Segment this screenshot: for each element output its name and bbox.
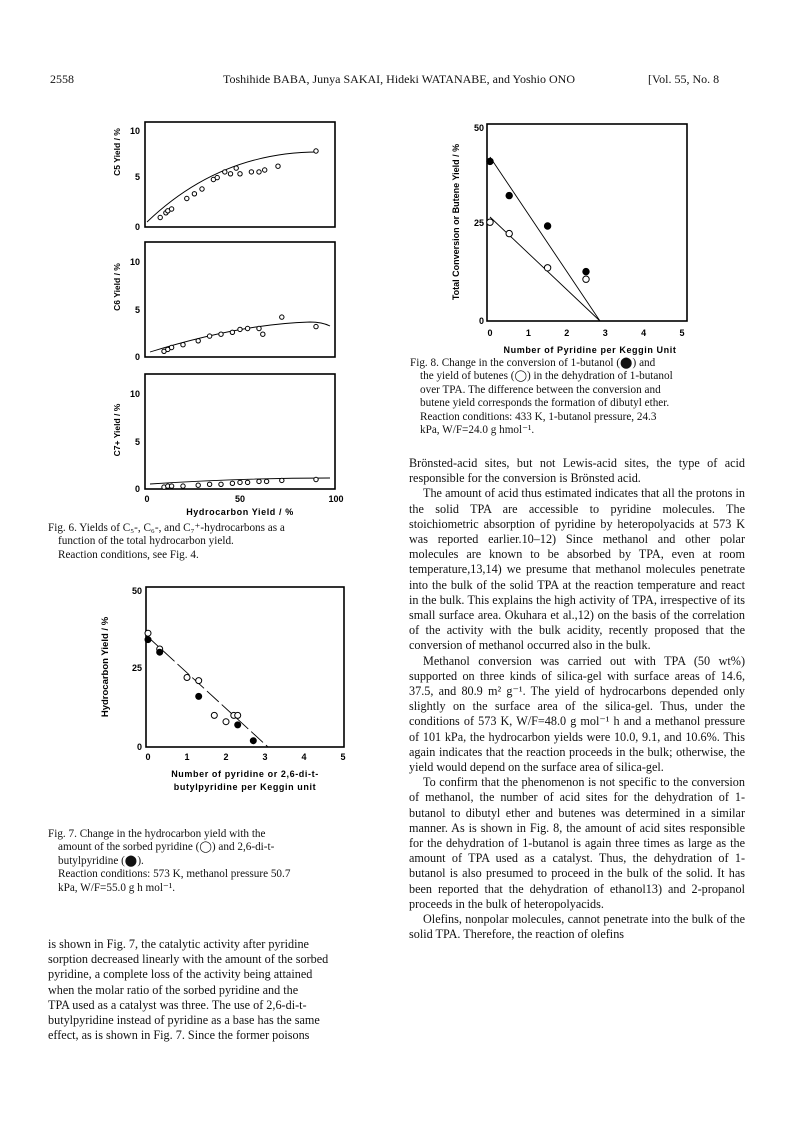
open-data-point	[223, 719, 229, 725]
fig6-caption-line: Reaction conditions, see Fig. 4.	[58, 548, 199, 561]
open-data-point	[207, 334, 211, 338]
body-left-line: effect, as is shown in Fig. 7. Since the former poisons	[48, 1028, 310, 1043]
open-data-point	[169, 207, 173, 211]
filled-data-point	[583, 268, 589, 274]
open-data-point	[215, 175, 219, 179]
body-left-line: is shown in Fig. 7, the catalytic activity after pyridine	[48, 937, 309, 951]
open-data-point	[245, 480, 249, 484]
open-data-point	[261, 332, 265, 336]
x-tick-label: 1	[184, 752, 190, 762]
body-right-paragraph: The amount of acid thus estimated indicates that all the protons in the solid TPA are accessible to pyridine molecules. The stoichiometric absorption of pyridine by heteropolyacids at 573 K was reported earlier.10–12) Since methanol and other polar molecules are known to be absorbed by TPA, even at room temperature,13,14) we presume that methanol molecules penetrate into the bulk of the solid TPA at the reaction temperature and react in the bulk. This explains the high activity of TPA, irrespective of its small surface area. Okuhara et al.,12) on the basis of the correlation of the activity with the bulk acidity, recently proposed that the conversion of methanol occurred also in the bulk.	[409, 486, 745, 653]
fig6-c7-frame	[145, 374, 335, 489]
body-left	[48, 937, 382, 1043]
body-left-line: when the molar ratio of the sorbed pyridine and the	[48, 982, 299, 997]
body-right-paragraph: Olefins, nonpolar molecules, cannot penetrate into the bulk of the solid TPA. Therefore, the reaction of olefins	[409, 912, 745, 942]
open-data-point	[207, 482, 211, 486]
open-data-point	[245, 326, 249, 330]
body-left-line: TPA used as a catalyst was three. The use of 2,6-di-t-	[48, 997, 307, 1012]
open-data-point	[219, 332, 223, 336]
open-data-point	[314, 477, 318, 481]
fig7-ytick-25: 25	[131, 663, 142, 673]
open-data-point	[230, 481, 234, 485]
open-data-point	[223, 170, 227, 174]
fig7-caption-line: butylpyridine (⬤).	[58, 854, 144, 867]
x-tick-label: 3	[262, 752, 268, 762]
fig8-ytick-0: 0	[478, 316, 484, 326]
filled-data-point	[145, 637, 151, 643]
x-tick-label: 3	[602, 328, 608, 338]
fig6-panel-c5	[112, 122, 335, 232]
open-data-point	[169, 484, 173, 488]
fig6-c5-trend	[147, 152, 318, 222]
open-data-point	[219, 482, 223, 486]
fig6-c5-ylabel: C5 Yield / %	[112, 128, 122, 176]
body-left-line: pyridine, a complete loss of the activity being attained	[48, 967, 313, 982]
fig7-caption	[48, 828, 378, 895]
fig7-xticks	[145, 752, 345, 762]
x-tick-label: 5	[340, 752, 346, 762]
volume-info: [Vol. 55, No. 8	[648, 72, 720, 86]
fig8-caption-line: kPa, W/F=24.0 g hmol⁻¹.	[420, 424, 535, 437]
open-data-point	[184, 675, 190, 681]
fig8-caption-line: the yield of butenes (◯) in the dehydration of 1-butanol	[420, 370, 673, 383]
fig6-c5-ytick-10: 10	[129, 126, 140, 136]
page-number: 2558	[50, 72, 74, 86]
open-data-point	[230, 330, 234, 334]
running-authors: Toshihide BABA, Junya SAKAI, Hideki WATANABE, and Yoshio ONO	[223, 72, 575, 86]
x-tick-label: 0	[145, 752, 151, 762]
open-data-point	[314, 149, 318, 153]
fig6-c6-ytick-0: 0	[134, 352, 140, 362]
body-right-paragraph: Brönsted-acid sites, but not Lewis-acid sites, the type of acid responsible for the conversion is Brönsted acid.	[409, 456, 745, 486]
fig6-c6-ytick-5: 5	[134, 305, 140, 315]
fig6-caption-line: function of the total hydrocarbon yield.	[58, 535, 234, 548]
open-data-point	[181, 484, 185, 488]
fig6-plots	[40, 112, 370, 524]
x-tick-label: 4	[301, 752, 307, 762]
fig6-xlabel: Hydrocarbon Yield / %	[186, 507, 294, 517]
fig7-ylabel: Hydrocarbon Yield / %	[100, 616, 111, 718]
fig6-c5-ytick-0: 0	[134, 222, 140, 232]
body-left-line: sorption decreased linearly with the amount of the sorbed	[48, 952, 329, 967]
open-data-point	[544, 265, 550, 271]
fig8-trend-conversion	[490, 157, 600, 321]
fig8-ytick-50: 50	[473, 123, 484, 133]
open-data-point	[280, 315, 284, 319]
filled-data-point	[544, 223, 550, 229]
fig8-caption-line: over TPA. The difference between the conversion and	[420, 383, 661, 396]
fig6-c7-ytick-0: 0	[134, 484, 140, 494]
fig7-caption-line: amount of the sorbed pyridine (◯) and 2,6-di-t-	[58, 841, 275, 854]
fig6-c5-ytick-5: 5	[134, 172, 140, 182]
fig8-xlabel: Number of Pyridine per Keggin Unit	[503, 345, 677, 355]
open-data-point	[506, 230, 512, 236]
open-data-point	[211, 712, 217, 718]
fig7-xlabel-2: butylpyridine per Keggin unit	[173, 782, 317, 792]
body-right	[409, 456, 745, 943]
open-data-point	[235, 712, 241, 718]
open-data-point	[200, 187, 204, 191]
fig7-caption-line: Reaction conditions: 573 K, methanol pressure 50.7	[58, 868, 291, 881]
open-data-point	[234, 166, 238, 170]
body-left-line: butylpyridine instead of pyridine as a base has the same	[48, 1013, 320, 1028]
fig7-xlabel-1: Number of pyridine or 2,6-di-t-	[171, 769, 319, 779]
open-data-point	[264, 479, 268, 483]
fig6-panel-c7	[112, 374, 335, 494]
fig7-caption-line: Fig. 7. Change in the hydrocarbon yield with the	[48, 828, 266, 840]
x-tick-label: 0	[487, 328, 493, 338]
open-data-point	[280, 478, 284, 482]
filled-data-point	[235, 722, 241, 728]
open-data-point	[158, 215, 162, 219]
fig6-xtick-100: 100	[328, 494, 344, 504]
open-data-point	[583, 276, 589, 282]
open-data-point	[249, 170, 253, 174]
open-data-point	[185, 196, 189, 200]
x-tick-label: 2	[223, 752, 229, 762]
open-data-point	[192, 192, 196, 196]
fig7-ytick-50: 50	[131, 586, 142, 596]
body-right-paragraph: Methanol conversion was carried out with TPA (50 wt%) supported on three kinds of silica-gel with surface areas of 14.6, 37.5, and 80.9 m² g⁻¹. The yield of hydrocarbons depended only slightly on the surface area of the silica-gel. Thus, under the conditions of 573 K, W/F=48.0 g mol⁻¹ h and a methanol pressure of 101 kPa, the hydrocarbon yields were 10.0, 9.1, and 10.6%. This again indicates that the reaction proceeds in the bulk; otherwise, the yield would depend on the surface area of silica-gel.	[409, 653, 745, 775]
fig7-ytick-0: 0	[136, 742, 142, 752]
open-data-point	[196, 483, 200, 487]
open-data-point	[238, 480, 242, 484]
fig6-c6-ytick-10: 10	[129, 257, 140, 267]
fig6-panel-c6	[112, 242, 335, 362]
x-tick-label: 5	[679, 328, 685, 338]
fig6-c7-ytick-5: 5	[134, 437, 140, 447]
x-tick-label: 1	[525, 328, 531, 338]
body-right-paragraph: To confirm that the phenomenon is not specific to the conversion of methanol, the number of acid sites for the dehydration of 1-butanol to dibutyl ether and butenes was determined in a similar manner. As is shown in Fig. 8, the amount of acid sites responsible for the dehydration of 1-butanol is again three times as large as the amount of TPA used as a catalyst. Thus, the dehydration of 1-butanol is also presumed to proceed in the bulk of the solid. It has been reported that the dehydration of ethanol13) and 2-propanol proceeds in the bulk of heteropolyacids.	[409, 775, 745, 911]
fig8-plot	[440, 112, 740, 362]
fig8-frame	[487, 124, 687, 321]
filled-data-point	[487, 158, 493, 164]
filled-data-point	[506, 192, 512, 198]
open-data-point	[228, 172, 232, 176]
fig6-c6-ylabel: C6 Yield / %	[112, 263, 122, 311]
open-data-point	[487, 219, 493, 225]
open-data-point	[145, 630, 151, 636]
open-data-point	[314, 324, 318, 328]
fig6-c6-trend	[150, 322, 330, 352]
filled-data-point	[196, 693, 202, 699]
fig7-trend	[148, 637, 268, 747]
open-data-point	[196, 339, 200, 343]
open-data-point	[181, 343, 185, 347]
fig8-caption-line: butene yield corresponds the formation of dibutyl ether.	[420, 397, 670, 410]
fig6-caption-line: Fig. 6. Yields of C₅-, C₆-, and C₇⁺-hydrocarbons as a	[48, 522, 285, 534]
fig8-ytick-25: 25	[473, 218, 484, 228]
open-data-point	[238, 172, 242, 176]
open-data-point	[238, 327, 242, 331]
fig6-c7-ytick-10: 10	[129, 389, 140, 399]
fig8-xticks	[487, 328, 684, 338]
open-data-point	[169, 345, 173, 349]
x-tick-label: 2	[564, 328, 570, 338]
open-data-point	[257, 170, 261, 174]
filled-data-point	[250, 738, 256, 744]
open-data-point	[257, 326, 261, 330]
fig8-caption-line: Reaction conditions: 433 K, 1-butanol pressure, 24.3	[420, 410, 657, 423]
fig8-caption-line: Fig. 8. Change in the conversion of 1-butanol (⬤) and	[410, 357, 656, 369]
filled-data-point	[157, 649, 163, 655]
open-data-point	[257, 479, 261, 483]
open-data-point	[276, 164, 280, 168]
fig6-xtick-50: 50	[234, 494, 246, 504]
open-data-point	[263, 168, 267, 172]
fig8-caption	[410, 357, 745, 437]
open-data-point	[196, 678, 202, 684]
x-tick-label: 4	[641, 328, 647, 338]
fig7-frame	[146, 587, 344, 747]
fig6-c7-ylabel: C7+ Yield / %	[112, 403, 122, 457]
fig6-xtick-0: 0	[144, 494, 150, 504]
fig7-plot	[90, 582, 380, 832]
fig7-caption-line: kPa, W/F=55.0 g h mol⁻¹.	[58, 881, 175, 894]
fig6-c6-frame	[145, 242, 335, 357]
fig8-ylabel: Total Conversion or Butene Yield / %	[451, 143, 461, 301]
fig6-caption	[48, 522, 378, 562]
